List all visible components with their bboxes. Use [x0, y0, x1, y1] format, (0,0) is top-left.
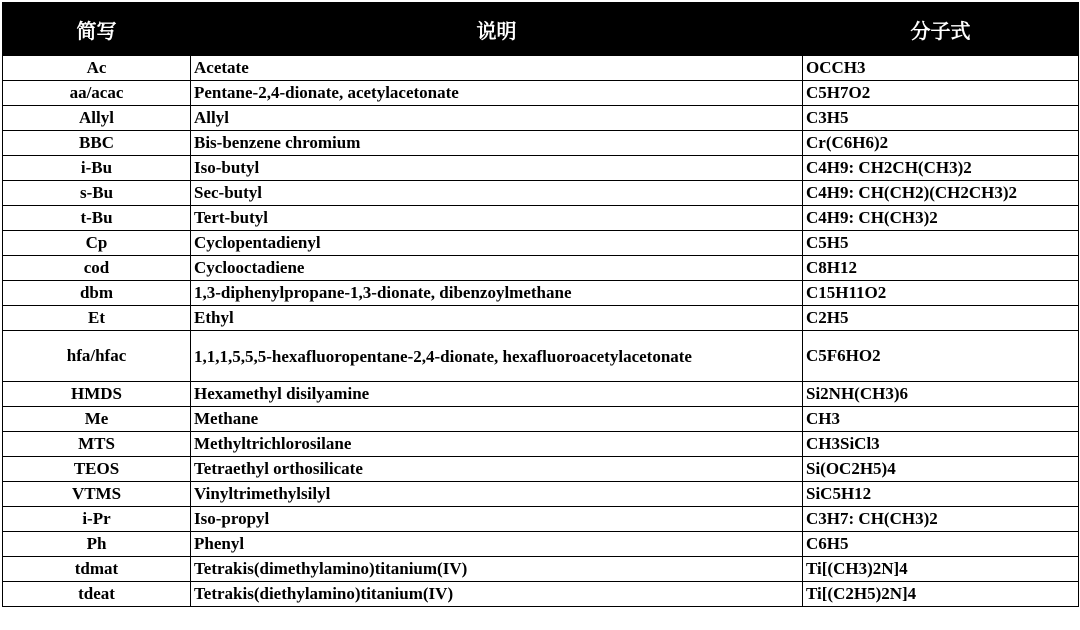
cell-abbreviation: i-Pr	[3, 507, 191, 532]
cell-formula: C8H12	[803, 256, 1079, 281]
cell-abbreviation: Et	[3, 306, 191, 331]
cell-formula: C5H5	[803, 231, 1079, 256]
table-row	[3, 582, 1079, 607]
cell-description: Iso-propyl	[191, 507, 803, 532]
cell-description: Cyclopentadienyl	[191, 231, 803, 256]
cell-description: Hexamethyl disilyamine	[191, 382, 803, 407]
cell-abbreviation: BBC	[3, 131, 191, 156]
cell-abbreviation: t-Bu	[3, 206, 191, 231]
cell-formula: C6H5	[803, 532, 1079, 557]
table-row	[3, 306, 1079, 331]
cell-abbreviation: Me	[3, 407, 191, 432]
abbreviation-table-container	[2, 2, 1078, 607]
cell-formula: Ti[(CH3)2N]4	[803, 557, 1079, 582]
cell-description: 1,1,1,5,5,5-hexafluoropentane-2,4-dionate, hexafluoroacetylacetonate	[191, 331, 803, 382]
cell-abbreviation: hfa/hfac	[3, 331, 191, 382]
cell-abbreviation: HMDS	[3, 382, 191, 407]
table-row	[3, 407, 1079, 432]
table-row	[3, 457, 1079, 482]
table-row	[3, 181, 1079, 206]
table-row	[3, 106, 1079, 131]
cell-description: Methyltrichlorosilane	[191, 432, 803, 457]
cell-formula: C3H5	[803, 106, 1079, 131]
cell-description: Pentane-2,4-dionate, acetylacetonate	[191, 81, 803, 106]
header-description: 说明	[191, 3, 803, 56]
table-row	[3, 482, 1079, 507]
cell-description: Acetate	[191, 56, 803, 81]
cell-abbreviation: VTMS	[3, 482, 191, 507]
cell-abbreviation: Cp	[3, 231, 191, 256]
cell-description: Sec-butyl	[191, 181, 803, 206]
table-row	[3, 331, 1079, 382]
cell-abbreviation: TEOS	[3, 457, 191, 482]
cell-description: Tert-butyl	[191, 206, 803, 231]
cell-formula: C5H7O2	[803, 81, 1079, 106]
cell-abbreviation: aa/acac	[3, 81, 191, 106]
cell-description: Ethyl	[191, 306, 803, 331]
cell-formula: OCCH3	[803, 56, 1079, 81]
cell-formula: C4H9: CH(CH2)(CH2CH3)2	[803, 181, 1079, 206]
cell-description: Cyclooctadiene	[191, 256, 803, 281]
cell-formula: C2H5	[803, 306, 1079, 331]
cell-formula: C4H9: CH(CH3)2	[803, 206, 1079, 231]
cell-formula: C4H9: CH2CH(CH3)2	[803, 156, 1079, 181]
cell-abbreviation: Allyl	[3, 106, 191, 131]
table-row	[3, 507, 1079, 532]
cell-description: Phenyl	[191, 532, 803, 557]
cell-description: Vinyltrimethylsilyl	[191, 482, 803, 507]
header-row	[3, 3, 1079, 56]
cell-description: Tetraethyl orthosilicate	[191, 457, 803, 482]
cell-description: 1,3-diphenylpropane-1,3-dionate, dibenzoylmethane	[191, 281, 803, 306]
table-row	[3, 382, 1079, 407]
cell-formula: CH3	[803, 407, 1079, 432]
cell-abbreviation: Ac	[3, 56, 191, 81]
cell-abbreviation: tdeat	[3, 582, 191, 607]
cell-formula: Cr(C6H6)2	[803, 131, 1079, 156]
header-formula: 分子式	[803, 3, 1079, 56]
cell-formula: C5F6HO2	[803, 331, 1079, 382]
table-row	[3, 206, 1079, 231]
cell-description: Iso-butyl	[191, 156, 803, 181]
cell-formula: Si(OC2H5)4	[803, 457, 1079, 482]
table-row	[3, 281, 1079, 306]
table-row	[3, 81, 1079, 106]
cell-formula: C3H7: CH(CH3)2	[803, 507, 1079, 532]
table-row	[3, 56, 1079, 81]
cell-description: Methane	[191, 407, 803, 432]
cell-abbreviation: s-Bu	[3, 181, 191, 206]
cell-formula: Si2NH(CH3)6	[803, 382, 1079, 407]
cell-formula: C15H11O2	[803, 281, 1079, 306]
table-row	[3, 256, 1079, 281]
cell-abbreviation: MTS	[3, 432, 191, 457]
cell-description: Allyl	[191, 106, 803, 131]
header-abbreviation: 简写	[3, 3, 191, 56]
cell-description: Tetrakis(dimethylamino)titanium(IV)	[191, 557, 803, 582]
table-header	[3, 3, 1079, 56]
cell-description: Tetrakis(diethylamino)titanium(IV)	[191, 582, 803, 607]
cell-abbreviation: dbm	[3, 281, 191, 306]
cell-abbreviation: tdmat	[3, 557, 191, 582]
cell-abbreviation: cod	[3, 256, 191, 281]
cell-formula: Ti[(C2H5)2N]4	[803, 582, 1079, 607]
cell-formula: CH3SiCl3	[803, 432, 1079, 457]
cell-abbreviation: i-Bu	[3, 156, 191, 181]
table-row	[3, 156, 1079, 181]
table-row	[3, 532, 1079, 557]
table-row	[3, 131, 1079, 156]
table-row	[3, 557, 1079, 582]
table-body	[3, 56, 1079, 607]
table-row	[3, 231, 1079, 256]
abbreviation-table	[2, 2, 1079, 607]
cell-formula: SiC5H12	[803, 482, 1079, 507]
cell-abbreviation: Ph	[3, 532, 191, 557]
cell-description: Bis-benzene chromium	[191, 131, 803, 156]
table-row	[3, 432, 1079, 457]
